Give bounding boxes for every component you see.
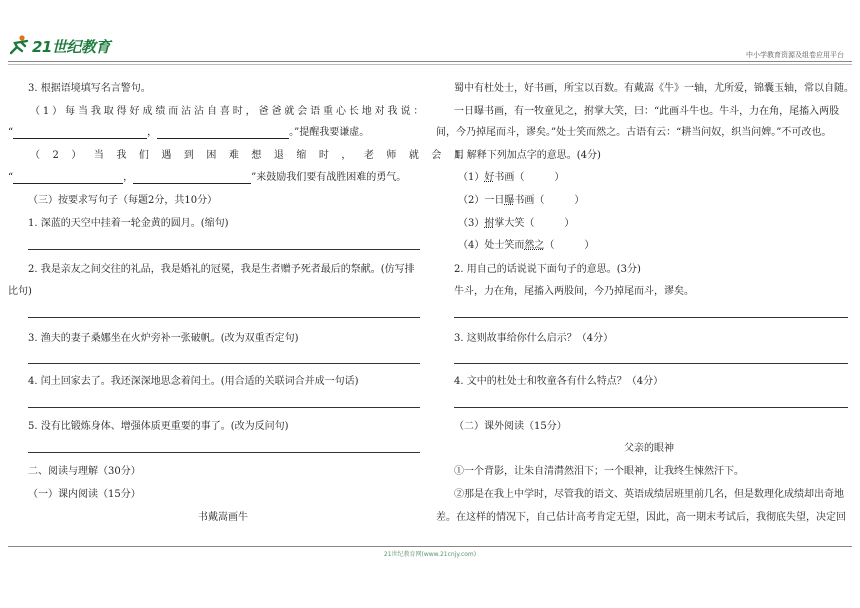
q3-1-text: （1）每当我取得好成绩而沾沾自喜时，爸爸就会语重心长地对我说： xyxy=(30,106,427,117)
passage-2-para-1: ①一个背影，让朱自清潸然泪下；一个眼神，让我终生悚然汗下。 xyxy=(454,466,744,477)
rq2-quote: 牛斗，力在角，尾搐入两股间，今乃掉尾而斗，谬矣。 xyxy=(454,286,694,297)
footer-text: 21世纪教育网(www.21cnjy.com) xyxy=(383,551,477,558)
sentence-2-cont: 比句) xyxy=(8,286,32,297)
dotted-char: 好 xyxy=(484,172,495,183)
q3-2-answer-line xyxy=(8,172,406,184)
header-divider-thin xyxy=(8,64,852,65)
answer-line-rq3[interactable] xyxy=(454,363,848,364)
passage-2-para-2: ②那是在我上中学时，尽管我的语文、英语成绩居班里前几名，但是数理化成绩却出奇地 xyxy=(454,489,844,500)
platform-name: 中小学教育资源及组卷应用平台 xyxy=(746,51,844,59)
site-logo xyxy=(8,34,110,56)
part-2-title: 二、阅读与理解（30分） xyxy=(28,466,141,477)
q3-title: 3. 根据语境填写名言警句。 xyxy=(28,83,151,94)
q3-2-blank-1[interactable] xyxy=(13,172,123,184)
rq1-item-4 xyxy=(458,240,594,252)
q3-1-blank-1[interactable] xyxy=(13,127,147,139)
rq1-item-2 xyxy=(458,195,584,207)
item-blank[interactable]: （ ） xyxy=(544,240,595,251)
item-blank[interactable]: 书画（ ） xyxy=(514,195,585,206)
rq1-title: 1. 解释下列加点字的意思。(4分) xyxy=(454,150,601,161)
comma: ， xyxy=(147,127,158,138)
answer-line-rq2[interactable] xyxy=(454,317,848,318)
answer-line-s3[interactable] xyxy=(28,363,420,364)
open-quote: “ xyxy=(8,127,14,138)
runner-logo-icon xyxy=(8,34,30,56)
q3-2-text: （2）当我们遇到困难想退缩时，老师就会用 xyxy=(30,150,477,161)
item-blank[interactable]: 掌大笑（ ） xyxy=(494,218,575,229)
passage-para-1: 蜀中有杜处士，好书画，所宝以百数。有戴嵩《牛》一轴，尤所爱，锦囊玉轴，常以自随。 xyxy=(454,83,854,94)
sentence-2: 2. 我是亲友之间交往的礼品，我是婚礼的冠冕，我是生者赠予死者最后的祭献。(仿写排 xyxy=(28,264,415,275)
rq1-item-3 xyxy=(458,218,574,230)
comma: ， xyxy=(123,172,134,183)
rq3-title: 3. 这则故事给你什么启示？（4分） xyxy=(454,333,614,344)
section-3-title: （三）按要求写句子（每题2分，共10分） xyxy=(28,195,218,206)
header-divider xyxy=(8,61,852,62)
q3-2-tail: ”来鼓励我们要有战胜困难的勇气。 xyxy=(251,172,407,183)
sentence-1: 1. 深蓝的天空中挂着一轮金黄的圆月。(缩句) xyxy=(28,218,229,229)
rq1-item-1 xyxy=(458,172,564,184)
answer-line-s1[interactable] xyxy=(28,249,420,250)
item-prefix: （4）处士笑而 xyxy=(458,240,525,251)
q3-1-answer-line xyxy=(8,127,369,139)
answer-line-s5[interactable] xyxy=(28,452,420,453)
sentence-4: 4. 闰土回家去了。我还深深地思念着闰土。(用合适的关联词合并成一句话) xyxy=(28,376,359,387)
sentence-3: 3. 渔夫的妻子桑娜坐在火炉旁补一张破帆。(改为双重否定句) xyxy=(28,333,299,344)
open-quote: “ xyxy=(8,172,14,183)
q3-2-blank-2[interactable] xyxy=(133,172,251,184)
q3-1-blank-2[interactable] xyxy=(157,127,289,139)
rq4-title: 4. 文中的杜处士和牧童各有什么特点？（4分） xyxy=(454,376,664,387)
dotted-char: 曝 xyxy=(504,195,515,206)
answer-line-s2[interactable] xyxy=(28,317,420,318)
answer-line-rq4[interactable] xyxy=(454,407,848,408)
sentence-5: 5. 没有比锻炼身体、增强体质更重要的事了。(改为反问句) xyxy=(28,421,289,432)
q3-1-tail: 。”提醒我要谦虚。 xyxy=(289,127,370,138)
dotted-char: 然之 xyxy=(524,240,545,251)
passage-title: 书戴嵩画牛 xyxy=(198,512,248,523)
logo-text: 21世纪教育 xyxy=(32,38,110,56)
item-prefix: （1） xyxy=(458,172,485,183)
passage-2-title: 父亲的眼神 xyxy=(624,443,674,454)
passage-para-3: 间，今乃掉尾而斗，谬矣。”处士笑而然之。古语有云：“耕当问奴，织当问婢。”不可改也。 xyxy=(436,127,832,138)
passage-2-para-3: 差。在这样的情况下，自己估计高考肯定无望，因此，高一期末考试后，我彻底失望，决定回 xyxy=(436,512,846,523)
dotted-char: 拊 xyxy=(484,218,495,229)
subsection-1-title: （一）课内阅读（15分） xyxy=(28,489,141,500)
item-prefix: （2）一日 xyxy=(458,195,505,206)
passage-para-2: 一日曝书画，有一牧童见之，拊掌大笑，曰：“此画斗牛也。牛斗，力在角，尾搐入两股 xyxy=(454,106,840,117)
item-blank[interactable]: 书画（ ） xyxy=(494,172,565,183)
answer-line-s4[interactable] xyxy=(28,407,420,408)
subsection-2-title: （二）课外阅读（15分） xyxy=(454,421,567,432)
rq2-title: 2. 用自己的话说说下面句子的意思。(3分) xyxy=(454,264,641,275)
item-prefix: （3） xyxy=(458,218,485,229)
footer-divider xyxy=(8,546,852,547)
